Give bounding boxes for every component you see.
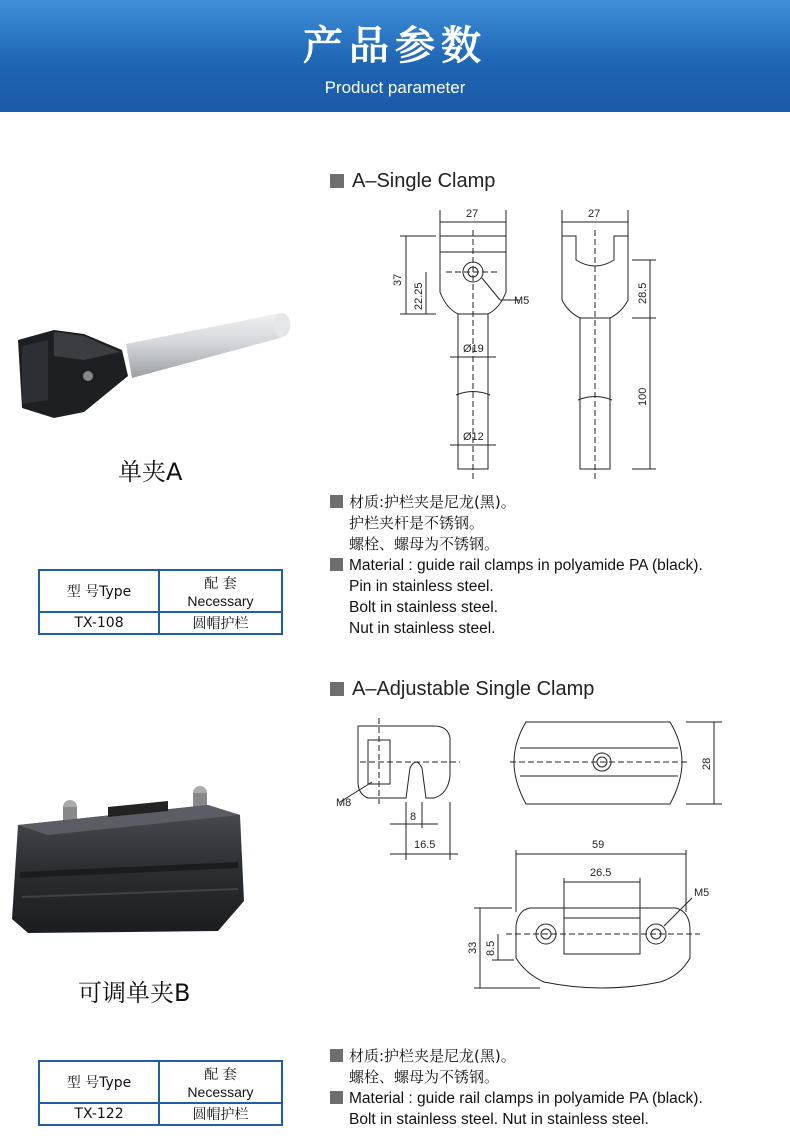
spec-type-header: 型 号Type [39,1061,159,1103]
dim-33: 33 [467,941,479,954]
single-clamp-drawing [370,200,670,480]
dim-28: 28 [701,757,713,770]
section-a-spec-table [38,569,283,635]
dim-100: 100 [637,387,649,406]
section-b-notes: 材质:护栏夹是尼龙(黑)。 螺栓、螺母为不锈钢。 Material : guide rail clamps in polyamide PA (black). Bolt in stainless steel. Nut in stainless steel. [330,1046,703,1130]
dim-m5-b: M5 [694,887,710,899]
spec-match-cell: 圆帽护栏 [159,1103,282,1125]
page-subtitle: Product parameter [324,78,466,97]
bullet-square-icon [330,558,343,571]
adjustable-clamp-drawing [330,712,730,1002]
dim-26-5: 26.5 [590,867,612,879]
bullet-square-icon [330,174,344,188]
dim-37: 37 [392,273,404,286]
section-a-heading: A–Single Clamp [330,170,495,193]
dim-8: 8 [410,811,417,823]
spec-type-header: 型 号Type [39,570,159,612]
adjustable-clamp-photo [8,785,248,935]
dim-22-25: 22.25 [413,282,425,310]
section-b-caption: 可调单夹B [78,979,191,1007]
dim-59: 59 [592,839,605,851]
bullet-square-icon [330,495,343,508]
single-clamp-photo [14,300,294,430]
spec-necessary-header: 配 套 Necessary [159,570,282,612]
section-b-spec-table [38,1060,283,1126]
dim-d19: Ø19 [463,343,484,355]
section-a-caption: 单夹A [118,458,183,486]
section-b-heading: A–Adjustable Single Clamp [330,678,594,701]
bullet-square-icon [330,1091,343,1104]
dim-8-5: 8.5 [485,940,497,956]
spec-model-cell: TX-108 [39,612,159,634]
spec-match-cell: 圆帽护栏 [159,612,282,634]
dim-d12: Ø12 [463,431,484,443]
dim-16-5: 16.5 [414,839,436,851]
spec-model-cell: TX-122 [39,1103,159,1125]
spec-necessary-header: 配 套 Necessary [159,1061,282,1103]
header-banner [0,0,790,112]
dim-28-5: 28.5 [637,282,649,304]
page-title: 产品参数 [303,23,487,69]
dim-27-left: 27 [466,208,479,220]
bullet-square-icon [330,682,344,696]
dim-m8: M8 [336,797,352,809]
dim-27-right: 27 [588,208,601,220]
dim-m5: M5 [514,295,530,307]
section-a-notes: 材质:护栏夹是尼龙(黑)。 护栏夹杆是不锈钢。 螺栓、螺母为不锈钢。 Material : guide rail clamps in polyamide PA (black). Pin in stainless steel. Bolt in stainless steel. Nut in stainless steel. [330,492,703,639]
bullet-square-icon [330,1049,343,1062]
